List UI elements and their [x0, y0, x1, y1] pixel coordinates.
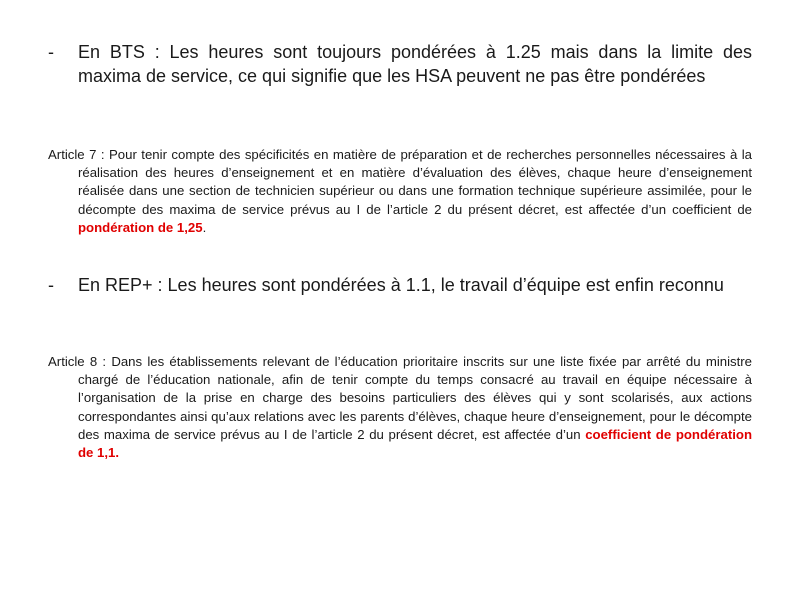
article-highlight: pondération de 1,25 — [78, 219, 203, 235]
bullet-rep-plus — [48, 273, 752, 297]
article-text: Article 7 : Pour tenir compte des spécificités en matière de préparation et de recherches personnelles nécessaires à la réalisation des heures d’enseignement et en matière d’évaluation des élèves, chaque heure d’enseignement réalisée dans une section de technicien supérieur ou dans une formation technique supérieure assimilée, pour le décompte des maxima de service prévus au I de l’article 2 du présent décret, est affectée d’un coefficient de — [48, 147, 752, 217]
bullet-text: En REP+ : Les heures sont pondérées à 1.1, le travail d’équipe est enfin reconnu — [78, 275, 724, 295]
article-8 — [48, 353, 752, 462]
article-highlight: coefficient de pondération de 1,1. — [78, 426, 753, 461]
article-7 — [48, 146, 752, 237]
bullet-marker: - — [48, 275, 54, 295]
bullet-marker: - — [48, 42, 54, 62]
article-tail: . — [202, 219, 207, 235]
bullet-bts — [48, 40, 752, 88]
bullet-text: En BTS : Les heures sont toujours pondérées à 1.25 mais dans la limite des maxima de service, ce qui signifie que les HSA peuvent ne pas être pondérées — [78, 42, 752, 86]
article-text: Article 8 : Dans les établissements relevant de l’éducation prioritaire inscrits sur une liste fixée par arrêté du ministre chargé de l’éducation nationale, afin de tenir compte du temps consacré au travail en équipe nécessaire à l’organisation de la prise en charge des besoins particuliers des élèves qui y sont scolarisés, aux actions correspondantes ainsi qu’aux relations avec les parents d’élèves, chaque heure d’enseignement, pour le décompte des maxima de service prévus au I de l’article 2 du présent décret, est affectée d’un — [48, 354, 752, 442]
